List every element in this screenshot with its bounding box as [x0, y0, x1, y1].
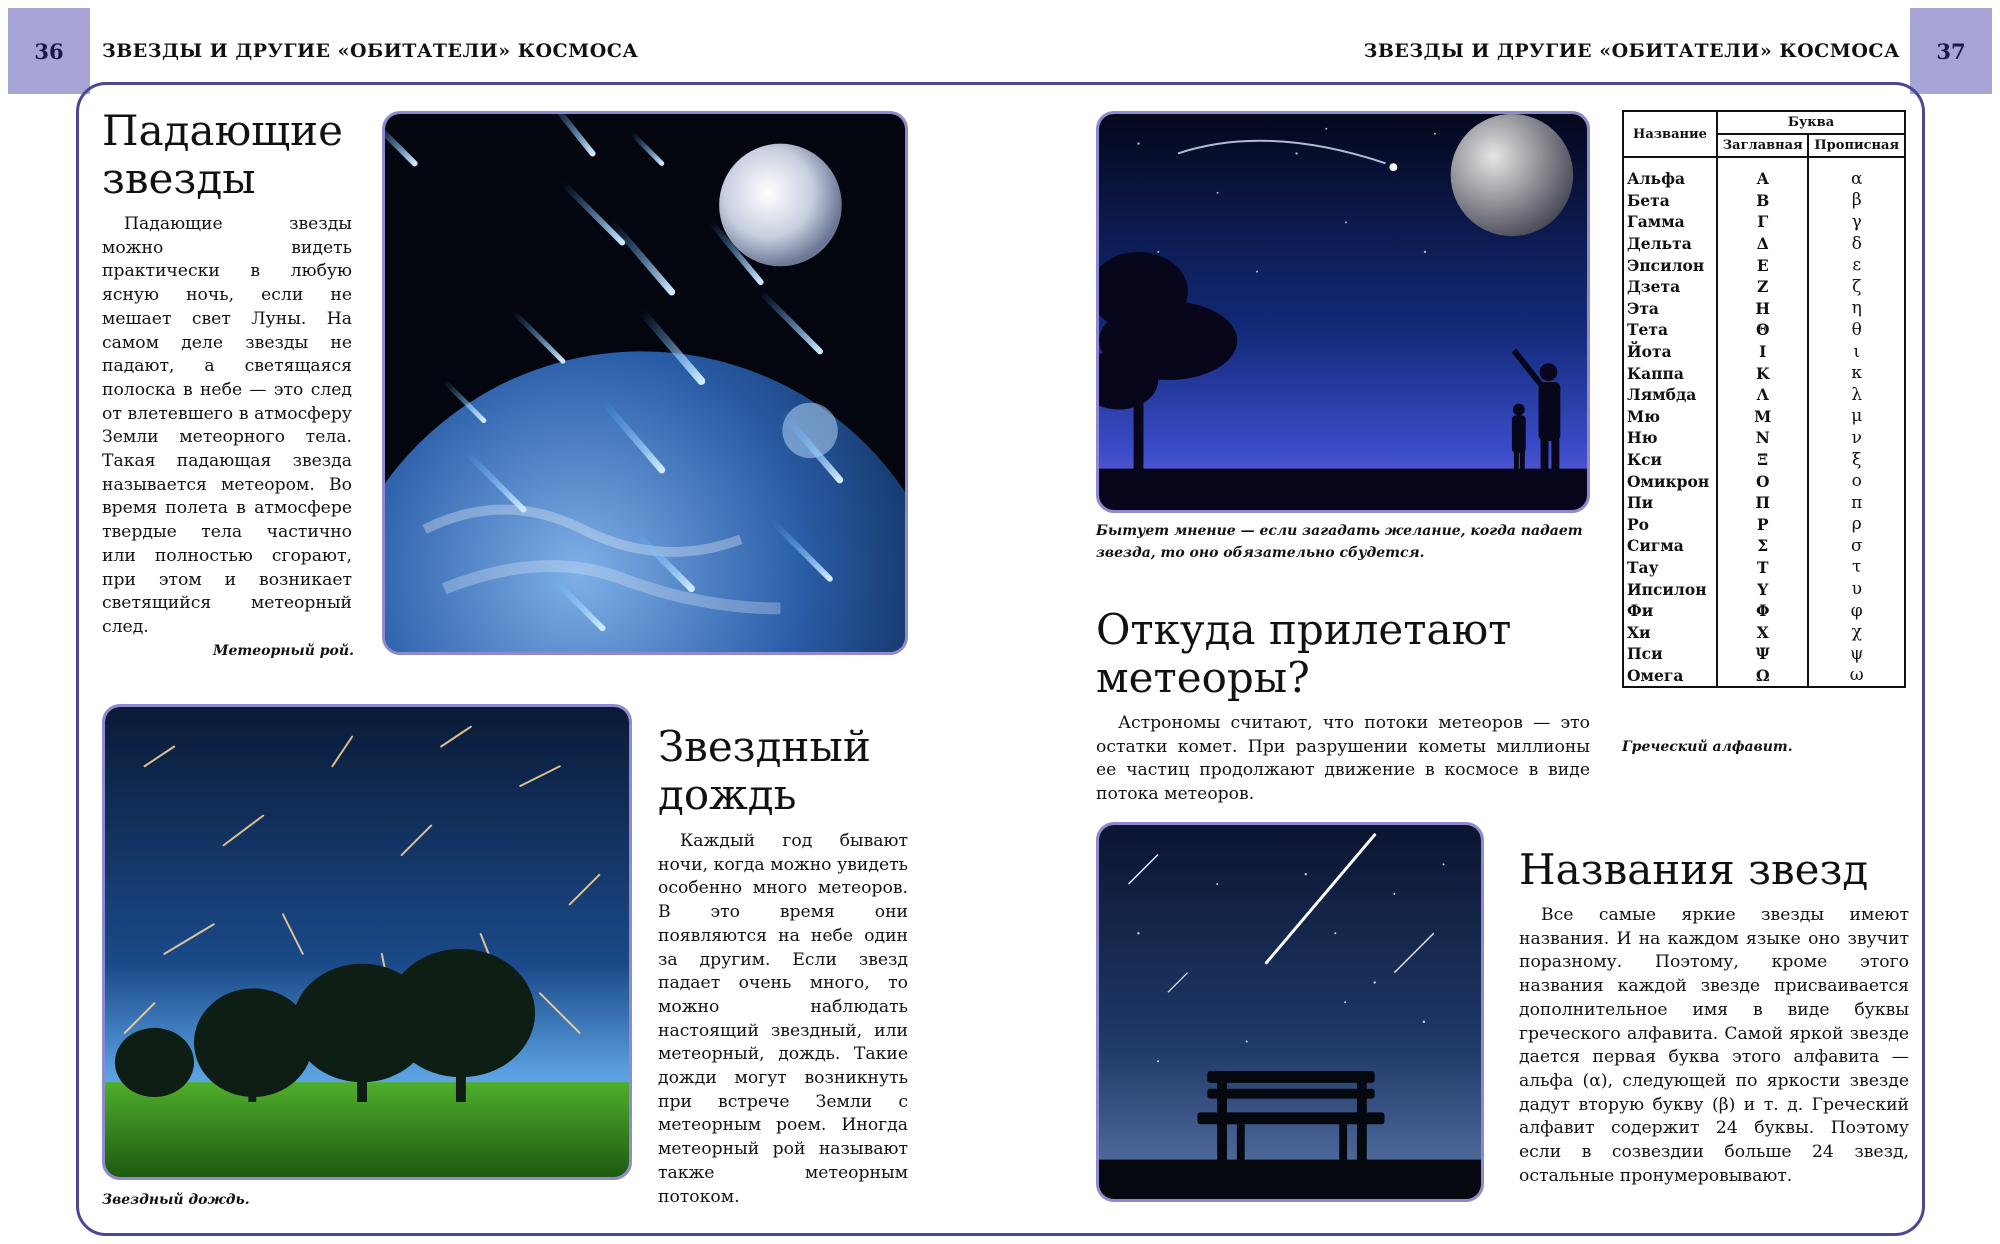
letter-upper: Δ	[1717, 233, 1808, 255]
letter-lower: θ	[1808, 319, 1905, 341]
letter-lower: σ	[1808, 535, 1905, 557]
table-row	[1623, 362, 1905, 384]
letter-name: Омега	[1623, 665, 1717, 688]
letter-name: Тета	[1623, 319, 1717, 341]
page-number-left: 36	[8, 8, 90, 94]
letter-upper: Χ	[1717, 621, 1808, 643]
letter-lower: δ	[1808, 233, 1905, 255]
letter-name: Тау	[1623, 557, 1717, 579]
letter-upper: Μ	[1717, 406, 1808, 428]
letter-name: Бета	[1623, 190, 1717, 212]
letter-lower: ρ	[1808, 514, 1905, 536]
section-title-falling-stars: Падающие звезды	[102, 106, 344, 203]
wish-star-illustration	[1099, 114, 1587, 510]
table-row	[1623, 157, 1905, 190]
letter-upper: Λ	[1717, 384, 1808, 406]
letter-name: Пи	[1623, 492, 1717, 514]
letter-lower: φ	[1808, 600, 1905, 622]
falling-stars-text: Падающие звезды можно видеть практически в любую ясную ночь, если не мешает свет Луны. На самом деле звезды не падают, а светящаяся полоска в небе — это след от влетевшего в атмосферу Земли метеорного тела. Такая падающая звезда называется метеором. Во время полета в атмосфере твердые тела частично или полностью сгорают, при этом и возникает светящийся метеорный след.	[102, 214, 352, 637]
letter-upper: Κ	[1717, 362, 1808, 384]
letter-upper: Ε	[1717, 254, 1808, 276]
table-row	[1623, 665, 1905, 688]
letter-lower: β	[1808, 190, 1905, 212]
letter-upper: Ο	[1717, 470, 1808, 492]
table-row	[1623, 514, 1905, 536]
table-row	[1623, 557, 1905, 579]
letter-name: Дзета	[1623, 276, 1717, 298]
letter-upper: Β	[1717, 190, 1808, 212]
letter-lower: η	[1808, 298, 1905, 320]
letter-name: Альфа	[1623, 157, 1717, 190]
letter-upper: Σ	[1717, 535, 1808, 557]
letter-name: Каппа	[1623, 362, 1717, 384]
letter-upper: Υ	[1717, 578, 1808, 600]
letter-name: Фи	[1623, 600, 1717, 622]
running-head-left: ЗВЕЗДЫ И ДРУГИЕ «ОБИТАТЕЛИ» КОСМОСА	[102, 40, 639, 62]
letter-upper: Ω	[1717, 665, 1808, 688]
table-row	[1623, 492, 1905, 514]
table-row	[1623, 643, 1905, 665]
letter-lower: χ	[1808, 621, 1905, 643]
letter-name: Кси	[1623, 449, 1717, 471]
table-row	[1623, 233, 1905, 255]
star-rain-caption: Звездный дождь.	[102, 1192, 250, 1208]
letter-lower: ε	[1808, 254, 1905, 276]
table-row	[1623, 600, 1905, 622]
letter-upper: Ψ	[1717, 643, 1808, 665]
letter-lower: τ	[1808, 557, 1905, 579]
table-row	[1623, 406, 1905, 428]
table-row	[1623, 578, 1905, 600]
running-head-right: ЗВЕЗДЫ И ДРУГИЕ «ОБИТАТЕЛИ» КОСМОСА	[1363, 40, 1900, 62]
letter-lower: ι	[1808, 341, 1905, 363]
letter-lower: π	[1808, 492, 1905, 514]
table-row	[1623, 341, 1905, 363]
letter-upper: Α	[1717, 157, 1808, 190]
table-row	[1623, 384, 1905, 406]
letter-name: Эпсилон	[1623, 254, 1717, 276]
letter-name: Ипсилон	[1623, 578, 1717, 600]
section-title-star-names: Названия звезд	[1519, 845, 1869, 894]
header-lower: Прописная	[1808, 134, 1905, 157]
letter-upper: Θ	[1717, 319, 1808, 341]
letter-name: Ро	[1623, 514, 1717, 536]
letter-upper: Ν	[1717, 427, 1808, 449]
wish-star-caption: Бытует мнение — если загадать желание, когда падает звезда, то оно обязательно сбудется.	[1096, 523, 1583, 561]
letter-lower: ψ	[1808, 643, 1905, 665]
section-title-meteors-origin: Откуда прилетают метеоры?	[1096, 605, 1512, 702]
table-row	[1623, 276, 1905, 298]
letter-name: Сигма	[1623, 535, 1717, 557]
table-row	[1623, 535, 1905, 557]
star-names-text: Все самые яркие звезды имеют названия. И на каждом языке оно звучит поразному. Поэтому, кроме этого названия каждой звезде присваивается дополнительное имя в виде буквы греческого алфавита. Самой яркой звезде дается первая буква этого алфавита — альфа (α), следующей по яркости звезде дадут вторую букву (β) и т. д. Греческий алфавит содержит 24 буквы. Поэтому если в созвездии больше 24 звезд, остальные пронумеровывают.	[1519, 905, 1909, 1186]
star-rain-image	[102, 704, 632, 1180]
star-rain-illustration	[105, 707, 629, 1177]
letter-name: Лямбда	[1623, 384, 1717, 406]
meteor-swarm-caption: Метеорный рой.	[213, 643, 354, 659]
greek-alphabet-table	[1622, 110, 1906, 688]
letter-lower: κ	[1808, 362, 1905, 384]
letter-lower: ω	[1808, 665, 1905, 688]
table-row	[1623, 211, 1905, 233]
letter-lower: μ	[1808, 406, 1905, 428]
table-row	[1623, 190, 1905, 212]
letter-upper: Ζ	[1717, 276, 1808, 298]
table-row	[1623, 427, 1905, 449]
section-title-star-rain: Звездный дождь	[658, 722, 871, 819]
bench-night-illustration	[1099, 825, 1481, 1199]
letter-name: Мю	[1623, 406, 1717, 428]
letter-upper: Ξ	[1717, 449, 1808, 471]
table-row	[1623, 621, 1905, 643]
table-row	[1623, 298, 1905, 320]
letter-lower: α	[1808, 157, 1905, 190]
page-number-right: 37	[1910, 8, 1992, 94]
wish-star-image	[1096, 111, 1590, 513]
letter-lower: ξ	[1808, 449, 1905, 471]
table-row	[1623, 449, 1905, 471]
table-row	[1623, 254, 1905, 276]
letter-name: Эта	[1623, 298, 1717, 320]
letter-upper: Η	[1717, 298, 1808, 320]
letter-upper: Ι	[1717, 341, 1808, 363]
letter-name: Дельта	[1623, 233, 1717, 255]
letter-upper: Τ	[1717, 557, 1808, 579]
letter-lower: υ	[1808, 578, 1905, 600]
table-row	[1623, 470, 1905, 492]
greek-alphabet-caption: Греческий алфавит.	[1622, 739, 1793, 755]
meteor-swarm-image	[382, 111, 908, 655]
bench-night-image	[1096, 822, 1484, 1202]
header-upper: Заглавная	[1717, 134, 1808, 157]
letter-lower: ν	[1808, 427, 1905, 449]
letter-name: Гамма	[1623, 211, 1717, 233]
letter-name: Пси	[1623, 643, 1717, 665]
letter-upper: Γ	[1717, 211, 1808, 233]
letter-upper: Π	[1717, 492, 1808, 514]
star-rain-text: Каждый год бывают ночи, когда можно увидеть особенно много метеоров. В это время они появляются на небе один за другим. Если звезд падает очень много, то можно наблюдать настоящий звездный, или метеорный, дождь. Такие дожди могут возникнуть при встрече Земли с метеорным роем. Иногда метеорный рой называют также метеорным потоком.	[658, 831, 908, 1207]
letter-name: Омикрон	[1623, 470, 1717, 492]
table-row	[1623, 319, 1905, 341]
meteor-swarm-illustration	[385, 114, 905, 652]
letter-lower: λ	[1808, 384, 1905, 406]
meteors-origin-text: Астрономы считают, что потоки метеоров — это остатки комет. При разрушении кометы миллионы ее частиц продолжают движение в космосе в виде потока метеоров.	[1096, 713, 1590, 805]
letter-lower: ο	[1808, 470, 1905, 492]
letter-lower: γ	[1808, 211, 1905, 233]
letter-name: Хи	[1623, 621, 1717, 643]
header-letter: Буква	[1717, 111, 1905, 134]
letter-upper: Ρ	[1717, 514, 1808, 536]
greek-table-body	[1623, 157, 1905, 687]
header-name: Название	[1623, 111, 1717, 157]
letter-upper: Φ	[1717, 600, 1808, 622]
letter-lower: ζ	[1808, 276, 1905, 298]
letter-name: Ню	[1623, 427, 1717, 449]
letter-name: Йота	[1623, 341, 1717, 363]
